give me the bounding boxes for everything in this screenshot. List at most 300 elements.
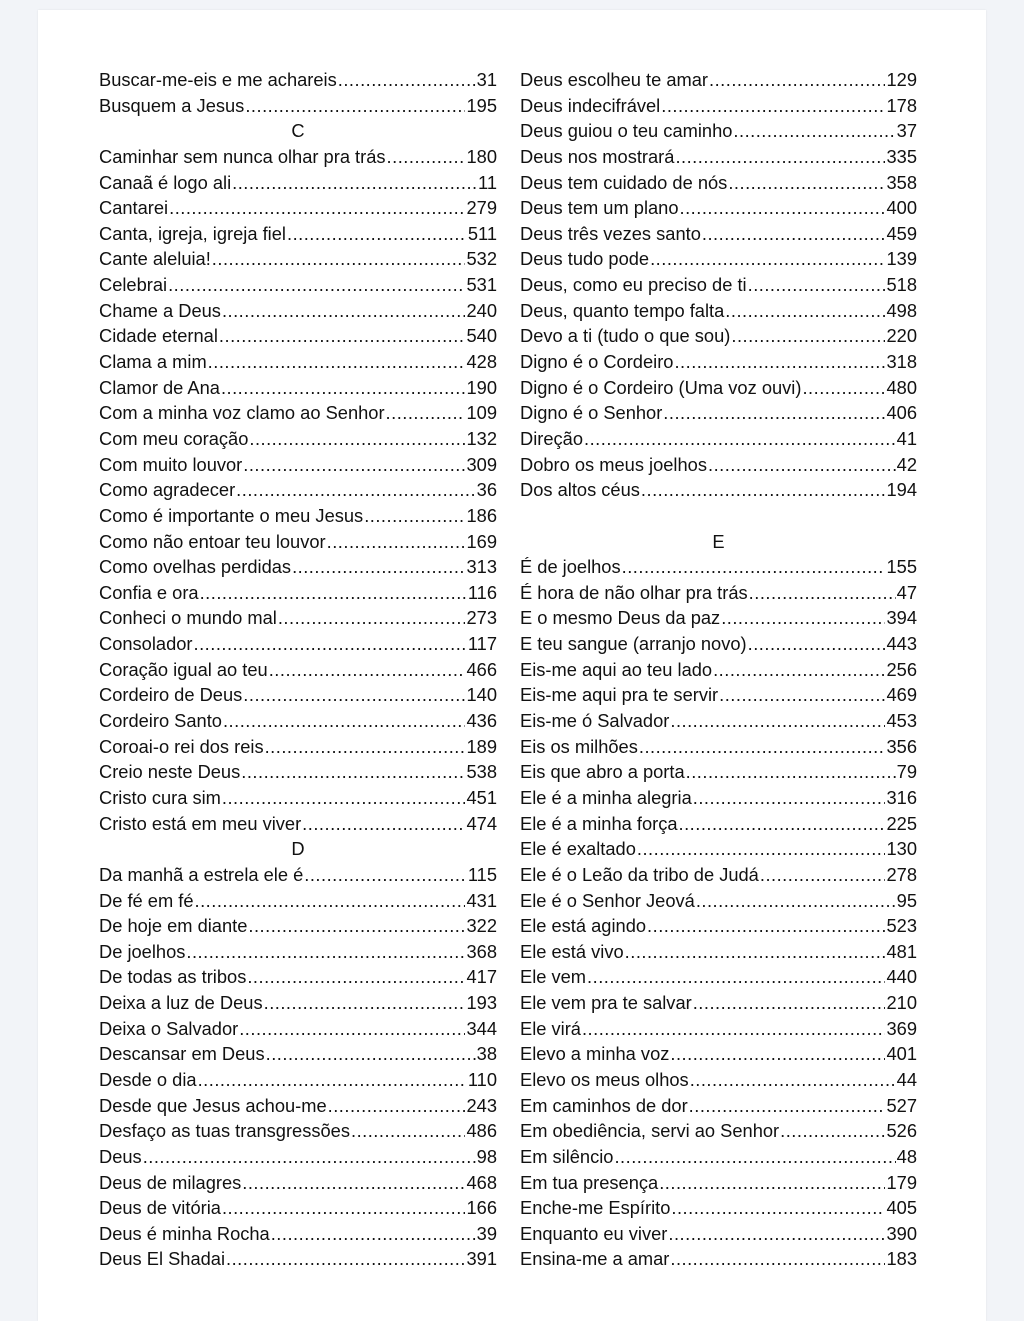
dot-leader xyxy=(265,734,466,760)
entry-title: Coroai-o rei dos reis xyxy=(99,735,264,757)
index-entry xyxy=(520,1170,917,1196)
dot-leader xyxy=(709,67,885,93)
dot-leader xyxy=(661,93,885,119)
entry-number: 31 xyxy=(476,69,497,90)
dot-leader xyxy=(748,272,886,298)
dot-leader xyxy=(702,221,886,247)
index-entry xyxy=(520,990,917,1016)
index-entry xyxy=(99,170,497,196)
entry-title: Deus escolheu te amar xyxy=(520,69,708,90)
entry-number: 417 xyxy=(466,966,497,988)
entry-title: Digno é o Cordeiro xyxy=(520,351,674,373)
index-entry xyxy=(520,888,917,914)
entry-title: Conheci o mundo mal xyxy=(99,607,277,629)
index-entry xyxy=(99,1067,497,1093)
index-entry xyxy=(520,554,917,580)
entry-number: 225 xyxy=(886,812,917,834)
dot-leader xyxy=(223,708,466,734)
dot-leader xyxy=(208,349,466,375)
entry-number: 466 xyxy=(466,658,497,680)
entry-number: 139 xyxy=(886,248,917,270)
entry-title: Deus tudo pode xyxy=(520,248,650,270)
index-entry xyxy=(99,529,497,555)
dot-leader xyxy=(668,1221,885,1247)
entry-title: Ele está agindo xyxy=(520,915,647,937)
index-entry xyxy=(520,1041,917,1067)
index-entry xyxy=(99,708,497,734)
index-entry xyxy=(99,195,497,221)
entry-number: 511 xyxy=(467,222,497,244)
dot-leader xyxy=(243,682,465,708)
dot-leader xyxy=(302,811,465,837)
entry-number: 11 xyxy=(478,171,497,193)
index-entry xyxy=(520,1067,917,1093)
entry-number: 193 xyxy=(466,992,497,1014)
dot-leader xyxy=(647,913,885,939)
index-entry xyxy=(99,990,497,1016)
index-entry xyxy=(520,1118,917,1144)
entry-title: De hoje em diante xyxy=(99,915,248,937)
entry-title: Ele virá xyxy=(520,1017,581,1039)
entry-title: Como ovelhas perdidas xyxy=(99,556,292,578)
entry-title: Com meu coração xyxy=(99,427,249,449)
dot-leader xyxy=(625,939,886,965)
index-entry xyxy=(520,811,917,837)
dot-leader xyxy=(245,93,465,119)
dot-leader xyxy=(587,964,885,990)
entry-number: 130 xyxy=(886,838,917,860)
index-entry xyxy=(99,580,497,606)
dot-leader xyxy=(226,1246,465,1272)
entry-number: 110 xyxy=(467,1068,497,1090)
entry-number: 95 xyxy=(896,889,917,911)
index-entry xyxy=(99,964,497,990)
entry-number: 358 xyxy=(886,171,917,193)
entry-number: 178 xyxy=(886,94,917,116)
dot-leader xyxy=(637,836,886,862)
entry-number: 318 xyxy=(886,351,917,373)
entry-number: 538 xyxy=(466,761,497,783)
dot-leader xyxy=(748,631,886,657)
entry-title: Deus, quanto tempo falta xyxy=(520,299,725,321)
dot-leader xyxy=(195,888,466,914)
index-entry xyxy=(520,1016,917,1042)
entry-number: 405 xyxy=(886,1197,917,1219)
dot-leader xyxy=(693,785,886,811)
entry-title: De todas as tribos xyxy=(99,966,247,988)
entry-title: Digno é o Senhor xyxy=(520,402,663,424)
entry-title: Deus, como eu preciso de ti xyxy=(520,274,747,296)
dot-leader xyxy=(693,990,886,1016)
entry-number: 195 xyxy=(466,94,497,116)
entry-title: Cidade eternal xyxy=(99,325,218,347)
index-entry xyxy=(99,1144,497,1170)
entry-number: 369 xyxy=(886,1017,917,1039)
entry-title: Confia e ora xyxy=(99,581,199,603)
index-entry xyxy=(520,580,917,606)
entry-title: E o mesmo Deus da paz xyxy=(520,607,721,629)
dot-leader xyxy=(670,1246,885,1272)
dot-leader xyxy=(639,734,886,760)
entry-title: Cordeiro de Deus xyxy=(99,684,243,706)
entry-title: Canta, igreja, igreja fiel xyxy=(99,222,286,244)
entry-title: Eis-me aqui pra te servir xyxy=(520,684,719,706)
dot-leader xyxy=(622,554,886,580)
index-entry xyxy=(520,400,917,426)
entry-number: 79 xyxy=(896,761,917,783)
dot-leader xyxy=(222,298,466,324)
dot-leader xyxy=(236,477,475,503)
index-entry xyxy=(520,1221,917,1247)
dot-leader xyxy=(241,759,465,785)
entry-number: 186 xyxy=(466,504,497,526)
entry-title: Como agradecer xyxy=(99,479,236,501)
entry-number: 344 xyxy=(466,1017,497,1039)
entry-title: Coração igual ao teu xyxy=(99,658,268,680)
dot-leader xyxy=(675,144,885,170)
entry-title: Elevo a minha voz xyxy=(520,1043,670,1065)
index-entry xyxy=(99,1016,497,1042)
index-entry xyxy=(520,67,917,93)
entry-number: 527 xyxy=(886,1094,917,1116)
entry-title: Eis-me ó Salvador xyxy=(520,710,670,732)
index-entry xyxy=(99,1093,497,1119)
entry-title: Ele é o Leão da tribo de Judá xyxy=(520,863,759,885)
dot-leader xyxy=(670,708,885,734)
dot-leader xyxy=(696,888,896,914)
entry-title: De joelhos xyxy=(99,940,186,962)
dot-leader xyxy=(690,1067,896,1093)
entry-title: Elevo os meus olhos xyxy=(520,1068,689,1090)
index-entry xyxy=(99,426,497,452)
entry-title: Deus tem um plano xyxy=(520,197,679,219)
dot-leader xyxy=(248,913,465,939)
entry-title: Direção xyxy=(520,427,583,449)
index-entry xyxy=(520,1246,917,1272)
index-entry xyxy=(520,913,917,939)
index-entry xyxy=(520,657,917,683)
index-entry xyxy=(520,1195,917,1221)
dot-leader xyxy=(679,811,886,837)
entry-number: 436 xyxy=(466,710,497,732)
dot-leader xyxy=(328,1093,466,1119)
entry-number: 356 xyxy=(886,735,917,757)
entry-number: 279 xyxy=(466,197,497,219)
entry-number: 98 xyxy=(476,1145,497,1167)
entry-number: 169 xyxy=(466,530,497,552)
entry-number: 256 xyxy=(886,658,917,680)
entry-title: Creio neste Deus xyxy=(99,761,241,783)
entry-title: Com a minha voz clamo ao Senhor xyxy=(99,402,385,424)
entry-title: Deus nos mostrará xyxy=(520,145,675,167)
entry-title: Da manhã a estrela ele é xyxy=(99,863,304,885)
entry-number: 394 xyxy=(886,607,917,629)
index-entry xyxy=(520,682,917,708)
index-entry xyxy=(520,452,917,478)
entry-title: E teu sangue (arranjo novo) xyxy=(520,633,747,655)
index-entry xyxy=(99,888,497,914)
entry-title: Em silêncio xyxy=(520,1145,614,1167)
dot-leader xyxy=(249,426,465,452)
entry-title: Como não entoar teu louvor xyxy=(99,530,326,552)
index-entry xyxy=(99,93,497,119)
index-entry xyxy=(99,452,497,478)
entry-number: 390 xyxy=(886,1222,917,1244)
index-entry xyxy=(99,631,497,657)
entry-number: 368 xyxy=(466,940,497,962)
entry-number: 273 xyxy=(466,607,497,629)
entry-number: 431 xyxy=(466,889,497,911)
dot-leader xyxy=(287,221,467,247)
dot-leader xyxy=(780,1118,885,1144)
entry-number: 109 xyxy=(466,402,497,424)
entry-number: 540 xyxy=(466,325,497,347)
entry-number: 480 xyxy=(886,376,917,398)
entry-number: 117 xyxy=(467,633,497,655)
entry-number: 440 xyxy=(886,966,917,988)
entry-number: 335 xyxy=(886,145,917,167)
entry-title: Ele é a minha força xyxy=(520,812,678,834)
entry-number: 115 xyxy=(467,863,497,885)
index-entry xyxy=(520,759,917,785)
entry-number: 459 xyxy=(886,222,917,244)
entry-title: Cristo cura sim xyxy=(99,786,221,808)
index-column-right xyxy=(520,67,917,1272)
dot-leader xyxy=(221,375,466,401)
index-entry xyxy=(520,1144,917,1170)
entry-number: 166 xyxy=(466,1197,497,1219)
dot-leader xyxy=(749,580,896,606)
entry-number: 391 xyxy=(466,1248,497,1270)
entry-title: Em tua presença xyxy=(520,1171,659,1193)
entry-number: 129 xyxy=(886,69,917,90)
dot-leader xyxy=(278,605,466,631)
entry-number: 44 xyxy=(896,1068,917,1090)
entry-title: Eis os milhões xyxy=(520,735,638,757)
dot-leader xyxy=(222,785,466,811)
index-entry xyxy=(99,1041,497,1067)
entry-number: 428 xyxy=(466,351,497,373)
entry-number: 116 xyxy=(467,581,497,603)
dot-leader xyxy=(731,323,885,349)
dot-leader xyxy=(232,170,477,196)
dot-leader xyxy=(674,349,885,375)
index-entry xyxy=(520,221,917,247)
dot-leader xyxy=(641,477,886,503)
entry-number: 443 xyxy=(886,633,917,655)
dot-leader xyxy=(670,1041,885,1067)
index-entry xyxy=(99,1246,497,1272)
entry-title: Deixa o Salvador xyxy=(99,1017,239,1039)
index-entry xyxy=(99,400,497,426)
dot-leader xyxy=(242,1170,465,1196)
index-entry xyxy=(99,477,497,503)
entry-title: Buscar-me-eis e me achareis xyxy=(99,69,337,90)
dot-leader xyxy=(663,400,885,426)
entry-title: Clama a mim xyxy=(99,351,207,373)
index-entry xyxy=(99,811,497,837)
entry-title: Descansar em Deus xyxy=(99,1043,265,1065)
index-entry xyxy=(520,477,917,503)
dot-leader xyxy=(721,605,885,631)
entry-title: Desde que Jesus achou-me xyxy=(99,1094,327,1116)
dot-leader xyxy=(582,1016,886,1042)
dot-leader xyxy=(169,195,465,221)
dot-leader xyxy=(671,1195,885,1221)
index-entry xyxy=(520,426,917,452)
index-entry xyxy=(520,272,917,298)
entry-title: Enquanto eu viver xyxy=(520,1222,668,1244)
index-column-left xyxy=(99,67,497,1272)
entry-number: 155 xyxy=(886,556,917,578)
index-entry xyxy=(520,144,917,170)
index-entry xyxy=(520,836,917,862)
entry-number: 481 xyxy=(886,940,917,962)
entry-title: Com muito louvor xyxy=(99,453,243,475)
dot-leader xyxy=(269,657,466,683)
entry-number: 210 xyxy=(886,992,917,1014)
entry-title: Eis-me aqui ao teu lado xyxy=(520,658,713,680)
entry-number: 523 xyxy=(886,915,917,937)
entry-title: Digno é o Cordeiro (Uma voz ouvi) xyxy=(520,376,802,398)
entry-number: 220 xyxy=(886,325,917,347)
index-entry xyxy=(520,734,917,760)
dot-leader xyxy=(387,144,466,170)
entry-number: 37 xyxy=(896,120,917,142)
entry-title: Em obediência, servi ao Senhor xyxy=(520,1120,780,1142)
dot-leader xyxy=(200,580,467,606)
index-entry xyxy=(520,298,917,324)
entry-number: 41 xyxy=(896,427,917,449)
index-entry xyxy=(99,349,497,375)
entry-number: 406 xyxy=(886,402,917,424)
entry-title: Deus El Shadai xyxy=(99,1248,226,1270)
dot-leader xyxy=(650,246,885,272)
dot-leader xyxy=(713,657,885,683)
entry-number: 313 xyxy=(466,556,497,578)
entry-title: Dos altos céus xyxy=(520,479,640,501)
index-entry xyxy=(99,1170,497,1196)
dot-leader xyxy=(386,400,466,426)
entry-number: 469 xyxy=(886,684,917,706)
dot-leader xyxy=(760,862,886,888)
entry-number: 453 xyxy=(886,710,917,732)
entry-number: 132 xyxy=(466,427,497,449)
index-entry xyxy=(520,708,917,734)
entry-title: Caminhar sem nunca olhar pra trás xyxy=(99,145,386,167)
entry-number: 316 xyxy=(886,786,917,808)
dot-leader xyxy=(725,298,885,324)
dot-leader xyxy=(194,631,467,657)
entry-title: Deus indecifrável xyxy=(520,94,661,116)
dot-leader xyxy=(264,990,466,1016)
entry-number: 189 xyxy=(466,735,497,757)
entry-title: Deixa a luz de Deus xyxy=(99,992,263,1014)
entry-number: 498 xyxy=(886,299,917,321)
dot-leader xyxy=(143,1144,476,1170)
index-entry xyxy=(520,939,917,965)
index-entry xyxy=(99,862,497,888)
dot-leader xyxy=(239,1016,465,1042)
dot-leader xyxy=(222,1195,466,1221)
document-page xyxy=(38,10,986,1321)
entry-title: Deus de milagres xyxy=(99,1171,242,1193)
entry-number: 322 xyxy=(466,915,497,937)
entry-title: Busquem a Jesus xyxy=(99,94,245,116)
index-entry xyxy=(520,349,917,375)
entry-title: Deus três vezes santo xyxy=(520,222,701,244)
entry-title: É hora de não olhar pra trás xyxy=(520,581,748,603)
dot-leader xyxy=(728,170,885,196)
section-letter-header: D xyxy=(291,838,305,860)
dot-leader xyxy=(243,452,465,478)
dot-leader xyxy=(364,503,465,529)
entry-number: 194 xyxy=(886,479,917,501)
index-entry xyxy=(520,323,917,349)
entry-title: Cante aleluia! xyxy=(99,248,211,270)
dot-leader xyxy=(292,554,465,580)
index-entry xyxy=(99,503,497,529)
index-entry xyxy=(99,246,497,272)
entry-number: 532 xyxy=(466,248,497,270)
entry-title: Desde o dia xyxy=(99,1068,197,1090)
entry-number: 486 xyxy=(466,1120,497,1142)
dot-leader xyxy=(708,452,896,478)
index-entry xyxy=(520,964,917,990)
entry-title: Ele vem xyxy=(520,966,587,988)
entry-title: Chame a Deus xyxy=(99,299,221,321)
index-entry xyxy=(99,785,497,811)
entry-title: Cantarei xyxy=(99,197,169,219)
index-entry xyxy=(99,605,497,631)
entry-title: Deus guiou o teu caminho xyxy=(520,120,733,142)
index-entry xyxy=(99,734,497,760)
index-entry xyxy=(99,554,497,580)
index-entry xyxy=(99,1221,497,1247)
index-entry xyxy=(99,221,497,247)
index-entry xyxy=(99,144,497,170)
entry-number: 243 xyxy=(466,1094,497,1116)
entry-number: 42 xyxy=(896,453,917,475)
entry-number: 401 xyxy=(886,1043,917,1065)
entry-number: 451 xyxy=(466,786,497,808)
index-entry xyxy=(520,605,917,631)
entry-title: Em caminhos de dor xyxy=(520,1094,688,1116)
index-entry xyxy=(520,170,917,196)
index-entry xyxy=(520,785,917,811)
entry-number: 140 xyxy=(466,684,497,706)
entry-number: 38 xyxy=(476,1043,497,1065)
index-entry xyxy=(99,67,497,93)
entry-title: Dobro os meus joelhos xyxy=(520,453,707,475)
dot-leader xyxy=(271,1221,476,1247)
index-entry xyxy=(99,298,497,324)
dot-leader xyxy=(659,1170,885,1196)
entry-title: De fé em fé xyxy=(99,889,194,911)
entry-title: Consolador xyxy=(99,633,193,655)
entry-number: 531 xyxy=(466,274,497,296)
dot-leader xyxy=(168,272,465,298)
entry-title: Cordeiro Santo xyxy=(99,710,222,732)
entry-title: Ele é o Senhor Jeová xyxy=(520,889,695,911)
entry-number: 179 xyxy=(886,1171,917,1193)
entry-number: 183 xyxy=(886,1248,917,1270)
dot-leader xyxy=(219,323,466,349)
index-entry xyxy=(99,1195,497,1221)
dot-leader xyxy=(266,1041,476,1067)
dot-leader xyxy=(733,118,895,144)
index-entry xyxy=(99,323,497,349)
